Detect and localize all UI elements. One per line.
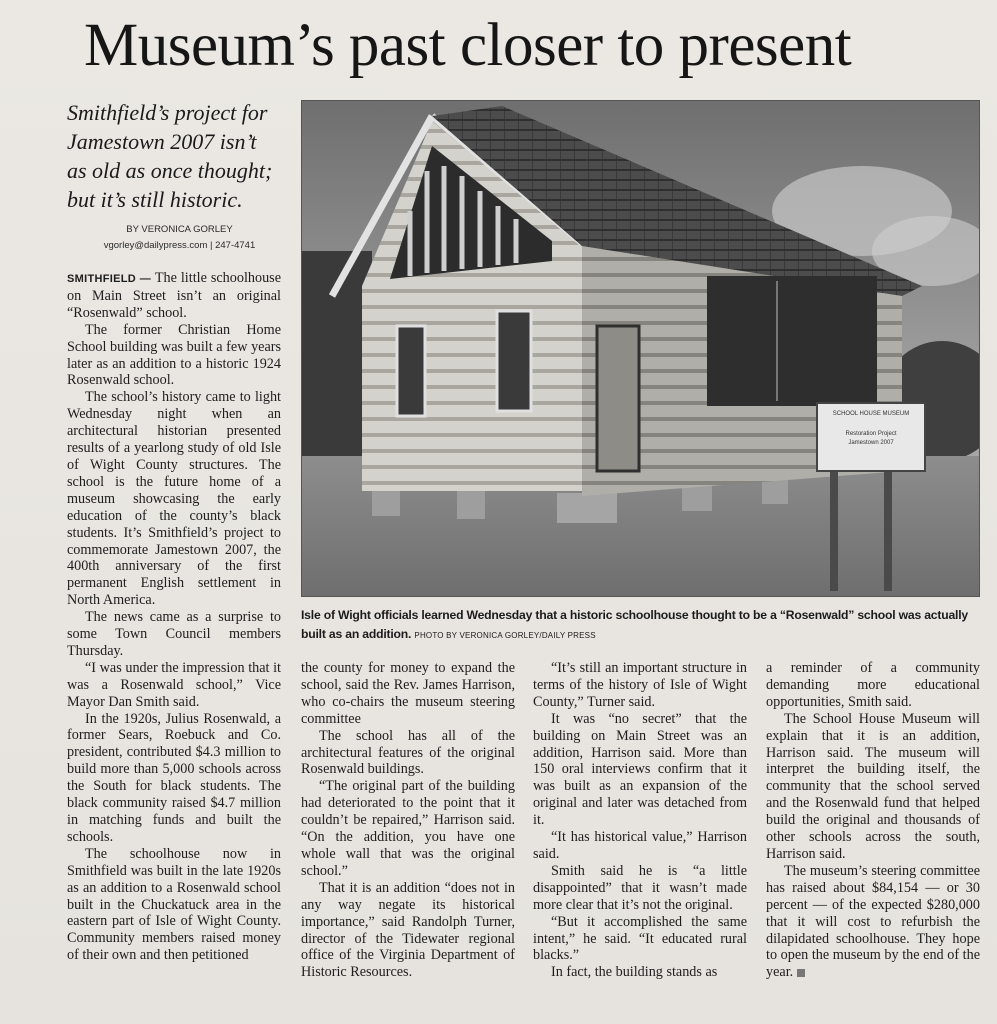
article-paragraph: “The original part of the building had deteriorated to the point that it couldn’t be repaired,” Harrison said. “On the addition, you have one whole wall that was the original school.” — [301, 778, 515, 879]
deck-line: but it’s still historic. — [67, 187, 243, 212]
headline: Museum’s past closer to present — [84, 12, 852, 79]
article-paragraph: a reminder of a community demanding more educational opportunities, Smith said. — [766, 660, 980, 710]
foundation-pier — [682, 486, 712, 511]
caption-text: Isle of Wight officials learned Wednesday that a historic schoolhouse thought to be a “Rosenwald” school was actually built as an addition. — [301, 608, 969, 641]
article-paragraph: the county for money to expand the school, said the Rev. James Harrison, who co-chairs the museum steering committee — [301, 660, 515, 727]
schoolhouse-illustration — [302, 101, 980, 597]
dateline: SMITHFIELD — — [67, 273, 152, 285]
article-paragraph: The news came as a surprise to some Town Council members Thursday. — [67, 609, 281, 659]
article-column-4 — [766, 660, 980, 981]
sign-post — [830, 471, 838, 591]
sign-text: Restoration Project — [845, 431, 897, 437]
deck-line: Smithfield’s project for — [67, 100, 268, 125]
article-paragraph: “It has historical value,” Harrison said. — [533, 829, 747, 862]
end-of-story-mark — [797, 969, 805, 977]
schoolhouse-photo — [301, 100, 980, 597]
photo-credit: PHOTO BY VERONICA GORLEY/DAILY PRESS — [414, 631, 596, 640]
deck-line: Jamestown 2007 isn’t — [67, 129, 257, 154]
article-paragraph: In fact, the building stands as — [551, 964, 718, 981]
article-paragraph: The schoolhouse now in Smithfield was built in the late 1920s as an addition to a Rosenwald school built in the Chuckatuck area in the eastern part of Isle of Wight County. Community members raised money of their own and then petitioned — [67, 845, 281, 964]
article-paragraph: “I was under the impression that it was a Rosenwald school,” Vice Mayor Dan Smith said. — [67, 659, 281, 710]
article-paragraph — [766, 863, 980, 981]
sign-text: Jamestown 2007 — [848, 440, 894, 446]
article-paragraph: The school’s history came to light Wednesday night when an architectural historian presented results of a yearlong study of old Isle of Wight County structures. The school is the future home of a museum showcasing the early education of the county’s black students. It’s Smithfield’s project to commemorate Jamestown 2007, the 400th anniversary of the first permanent English settlement in North America. — [67, 389, 281, 609]
foundation-pier — [457, 489, 485, 519]
foundation-pier — [762, 479, 788, 504]
window — [497, 311, 531, 411]
article-column-3 — [533, 660, 747, 981]
foundation-pier — [557, 493, 617, 523]
article-paragraph: The school has all of the architectural features of the original Rosenwald buildings. — [301, 727, 515, 778]
deck-line: as old as once thought; — [67, 158, 273, 183]
article-paragraph: “But it accomplished the same intent,” he said. “It educated rural blacks.” — [533, 913, 747, 964]
door — [597, 326, 639, 471]
paragraph-text: The little schoolhouse on Main Street isn’t an original “Rosenwald” school. — [67, 270, 281, 321]
article-column-1 — [67, 270, 281, 964]
article-paragraph — [67, 270, 281, 322]
article-paragraph: Smith said he is “a little disappointed” that it wasn’t made more clear that it’s not the original. — [533, 862, 747, 913]
deck-subheadline — [67, 98, 292, 214]
article-paragraph: The School House Museum will explain that it is an addition, Harrison said. The museum will interpret the building itself, the community that the school served and the Rosenwald fund that helped build the original and thousands of other schools across the south, Harrison said. — [766, 710, 980, 862]
article-paragraph: The former Christian Home School building was built a few years later as an addition to a historic 1924 Rosenwald school. — [67, 321, 281, 389]
byline-author: BY VERONICA GORLEY — [126, 224, 233, 235]
side-window-opening — [707, 276, 877, 406]
window — [397, 326, 425, 416]
sign-post — [884, 471, 892, 591]
sign-text: SCHOOL HOUSE MUSEUM — [832, 411, 910, 417]
byline-contact: vgorley@dailypress.com | 247-4741 — [103, 240, 256, 251]
article-paragraph: It was “no secret” that the building on Main Street was an addition, Harrison said. More than 150 oral interviews confirm that it was built as an expansion of the original and later was detached from it. — [533, 710, 747, 829]
article-paragraph: In the 1920s, Julius Rosenwald, a former Sears, Roebuck and Co. president, contributed $4.3 million to build more than 5,000 schools across the South for black students. The black community raised $4.7 million in matching funds and built the schools. — [67, 710, 281, 845]
article-paragraph: “It’s still an important structure in terms of the history of Isle of Wight County,” Turner said. — [533, 660, 747, 710]
byline — [67, 222, 292, 254]
article-paragraph: That it is an addition “does not in any way negate its historical importance,” said Randolph Turner, director of the Tidewater regional office of the Virginia Department of Historic Resources. — [301, 879, 515, 981]
paragraph-text: The museum’s steering committee has raised about $84,154 — or 30 percent — of the expected $280,000 that it will cost to refurbish the dilapidated schoolhouse. They hope to open the museum by the end of the year. — [766, 862, 980, 981]
article-column-2 — [301, 660, 515, 981]
photo-caption — [301, 606, 986, 645]
